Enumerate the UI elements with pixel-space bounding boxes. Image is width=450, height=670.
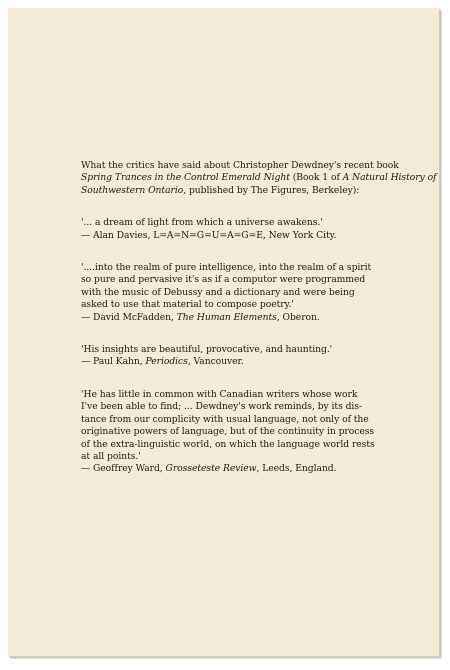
quote-line: '... a dream of light from which a universe awakens.' xyxy=(81,217,323,229)
book-title: Spring Trances in the Control Emerald Night xyxy=(81,172,290,184)
publication-title: Periodics xyxy=(145,356,188,368)
publication-title: Grosseteste Review xyxy=(165,463,257,475)
intro-line-2: Spring Trances in the Control Emerald Night (Book 1 of A Natural History of xyxy=(81,172,437,184)
series-title-b: Southwestern Ontario xyxy=(81,184,184,196)
quote-line: tance from our complicity with usual language, not only of the xyxy=(81,413,369,425)
quote-line: 'His insights are beautiful, provocative, and haunting.' xyxy=(81,344,333,356)
quote-attribution: — David McFadden, The Human Elements, Oberon. xyxy=(81,311,320,323)
book-back-cover xyxy=(8,8,439,656)
publication-title: The Human Elements xyxy=(176,311,277,323)
series-title-a: A Natural History of xyxy=(342,172,437,184)
quote-kahn xyxy=(81,344,416,369)
quote-attribution: — Paul Kahn, Periodics, Vancouver. xyxy=(81,356,244,368)
quote-line: so pure and pervasive it's as if a computor were programmed xyxy=(81,274,366,286)
intro-line-3: Southwestern Ontario, published by The Figures, Berkeley): xyxy=(81,184,360,196)
intro-paragraph xyxy=(81,160,437,197)
quote-ward xyxy=(81,389,416,476)
quote-attribution: — Alan Davies, L=A=N=G=U=A=G=E, New York City. xyxy=(81,229,337,241)
quote-line: 'He has little in common with Canadian writers whose work xyxy=(81,388,358,400)
intro-line-1: What the critics have said about Christopher Dewdney's recent book xyxy=(81,160,399,171)
quote-mcfadden xyxy=(81,262,416,324)
quote-davies xyxy=(81,217,416,242)
quote-attribution: — Geoffrey Ward, Grosseteste Review, Leeds, England. xyxy=(81,463,337,475)
critics-blurb xyxy=(81,160,437,484)
quote-line: with the music of Debussy and a dictionary and were being xyxy=(81,286,355,298)
quote-line: asked to use that material to compose poetry.' xyxy=(81,299,294,311)
quote-line: originative powers of language, but of the continuity in process xyxy=(81,426,375,438)
quote-line: at all points.' xyxy=(81,450,141,462)
quote-line: '....into the realm of pure intelligence, into the realm of a spirit xyxy=(81,262,372,274)
quote-line: of the extra-linguistic world, on which the language world rests xyxy=(81,438,375,450)
quote-line: I've been able to find; ... Dewdney's work reminds, by its dis- xyxy=(81,401,363,413)
